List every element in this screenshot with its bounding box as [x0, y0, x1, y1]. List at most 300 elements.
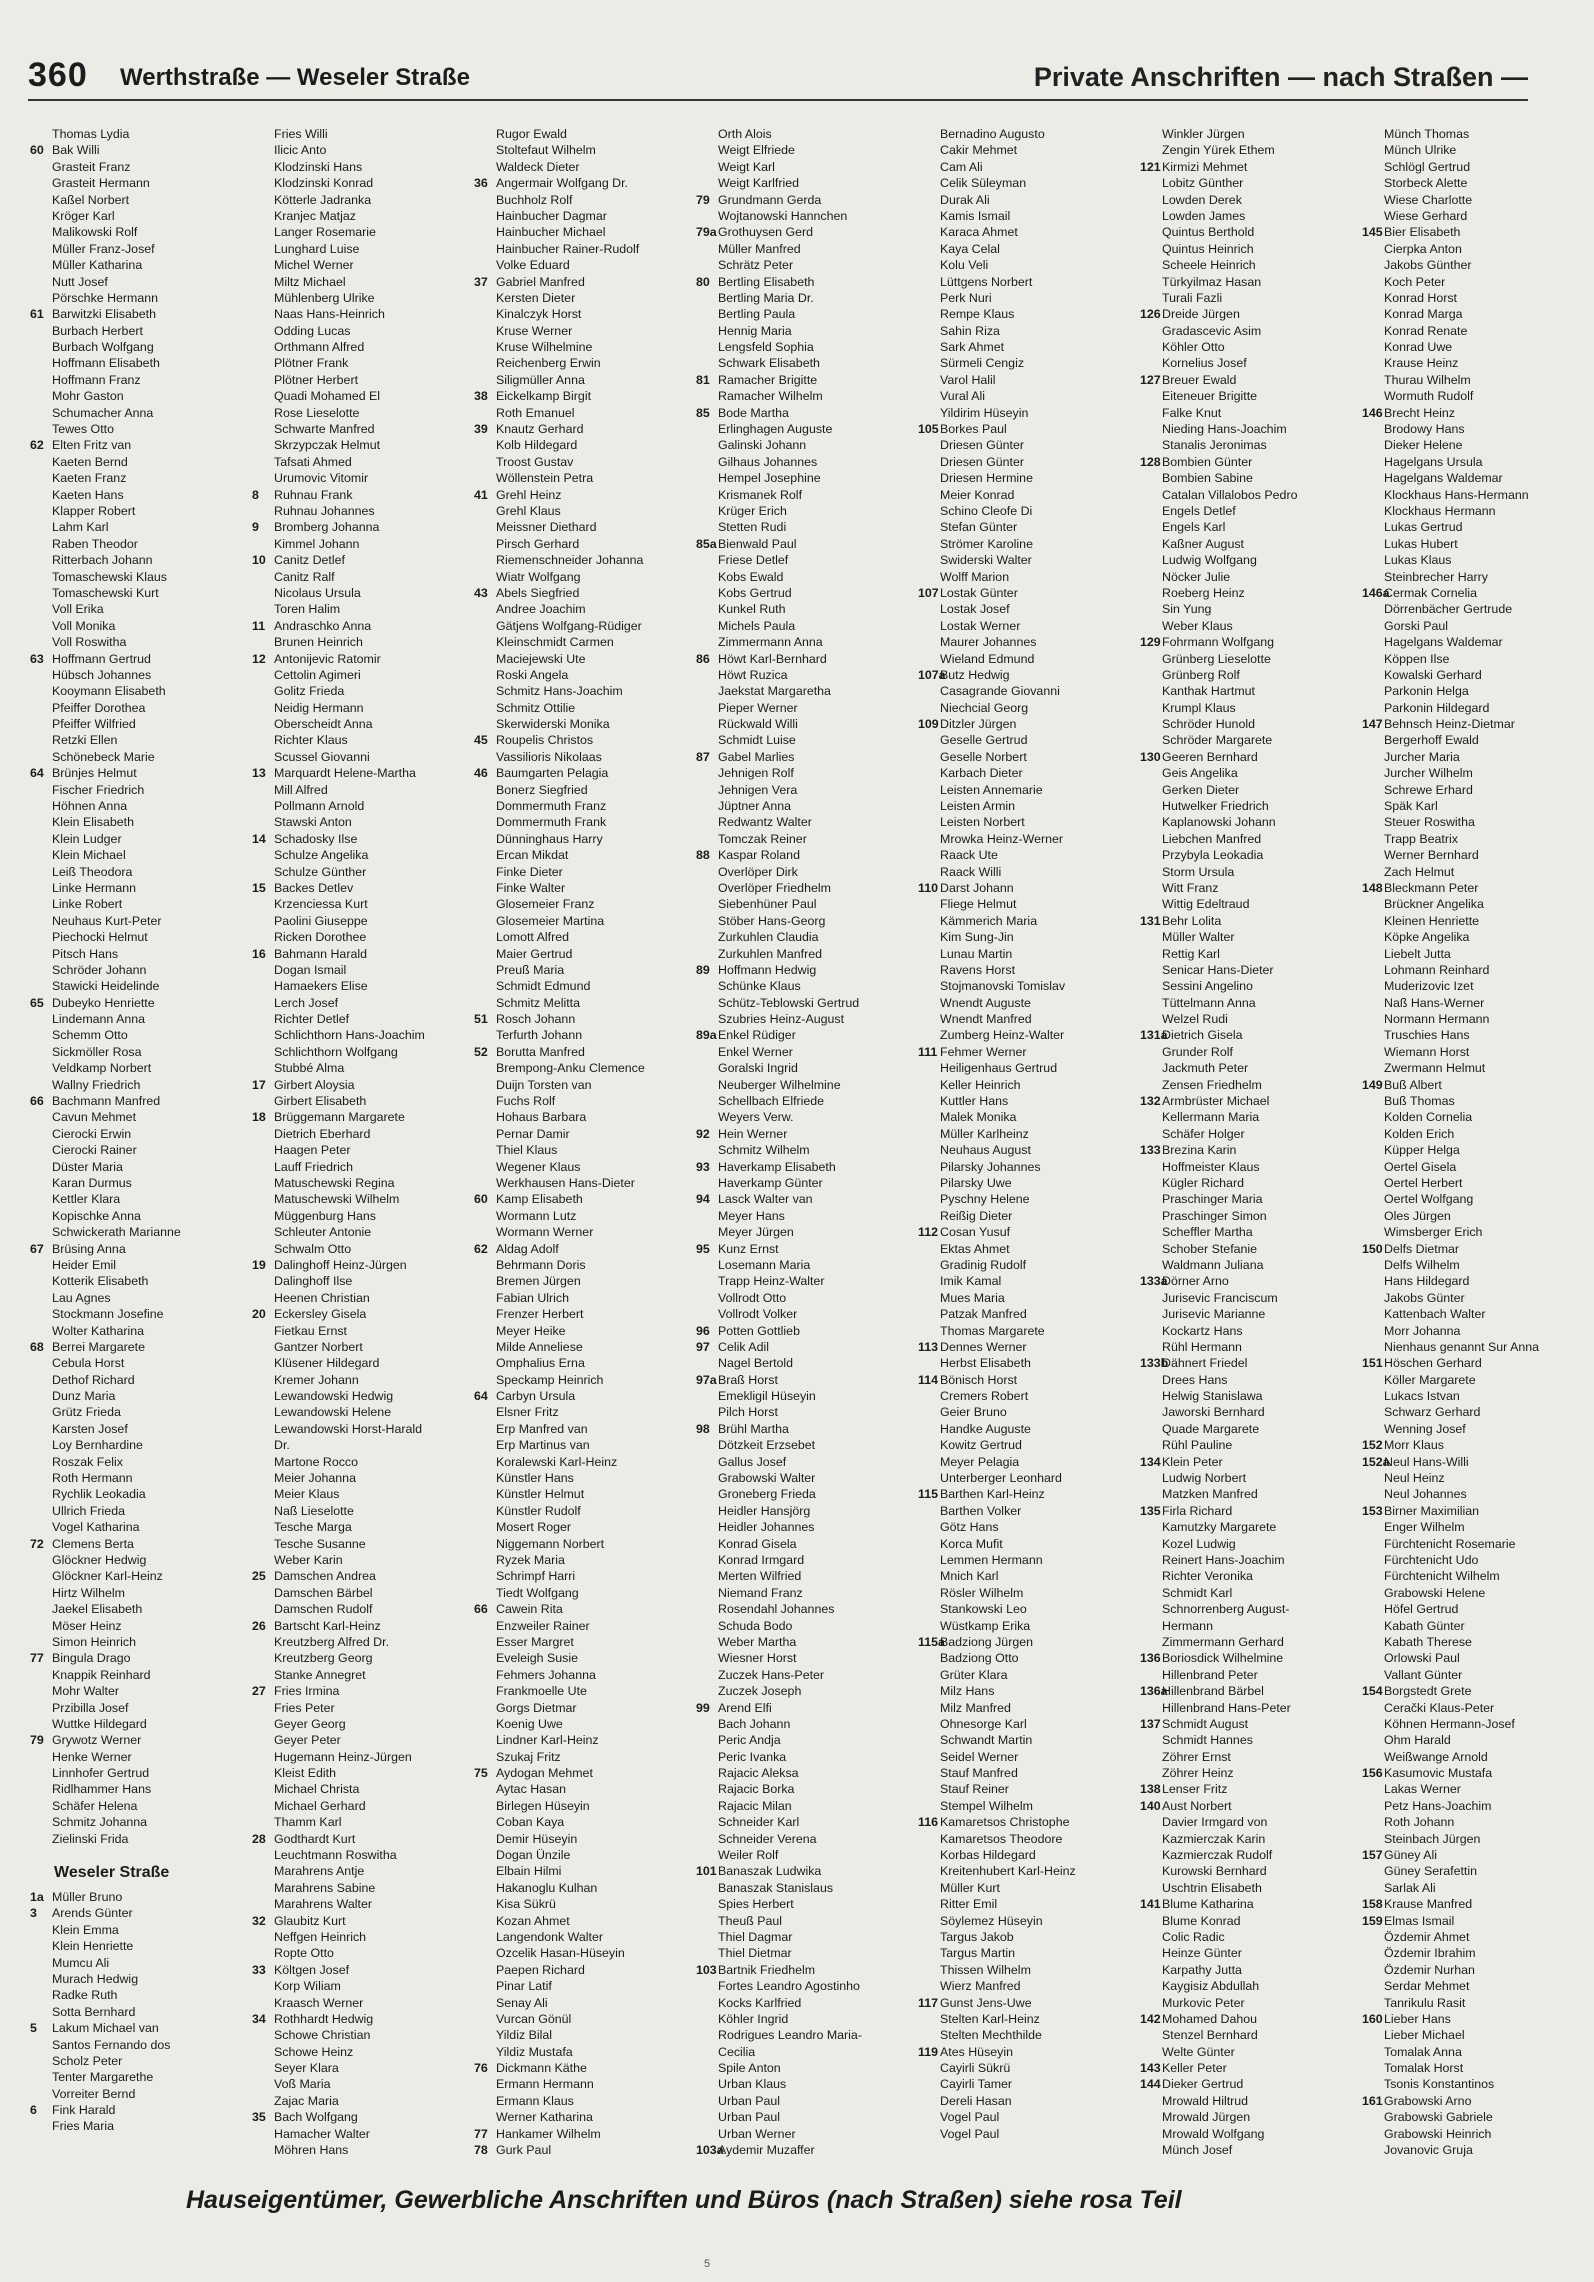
directory-entry — [696, 1339, 918, 1355]
resident-name: Grabowski Walter — [718, 1471, 816, 1486]
resident-name: Turali Fazli — [1162, 290, 1223, 305]
directory-entry — [252, 1929, 474, 1945]
directory-entry — [918, 1306, 1140, 1322]
resident-name: Raben Theodor — [52, 536, 138, 551]
directory-entry — [696, 470, 918, 486]
resident-name: Grunder Rolf — [1162, 1044, 1233, 1059]
resident-name: Klapper Robert — [52, 503, 136, 518]
resident-name: Cayirli Tamer — [940, 2077, 1013, 2092]
directory-entry — [252, 1388, 474, 1404]
resident-name: Stefan Günter — [940, 520, 1018, 535]
resident-name: Ropte Otto — [274, 1946, 334, 1961]
house-number: 76 — [474, 2061, 488, 2076]
resident-name: Tomaschewski Klaus — [52, 569, 167, 584]
directory-entry — [252, 355, 474, 371]
resident-name: Dommermuth Frank — [496, 815, 607, 830]
house-number: 65 — [30, 995, 44, 1010]
resident-name: Schrimpf Harri — [496, 1569, 576, 1584]
directory-entry — [30, 388, 252, 404]
directory-entry — [918, 2126, 1140, 2142]
directory-entry — [474, 470, 696, 486]
house-number: 19 — [252, 1257, 266, 1272]
house-number: 113 — [918, 1339, 938, 1354]
resident-name: Dunz Maria — [52, 1389, 116, 1404]
directory-entry — [1140, 814, 1362, 830]
resident-name: Kornelius Josef — [1162, 356, 1247, 371]
resident-name: Sotta Bernhard — [52, 2004, 136, 2019]
directory-entry — [696, 454, 918, 470]
resident-name: Catalan Villalobos Pedro — [1162, 487, 1298, 502]
resident-name: Eiteneuer Brigitte — [1162, 389, 1258, 404]
column-6 — [1140, 126, 1362, 2166]
directory-entry — [918, 962, 1140, 978]
directory-entry — [474, 1077, 696, 1093]
resident-name: Bienwald Paul — [718, 536, 797, 551]
house-number: 117 — [918, 1995, 938, 2010]
resident-name: Jurcher Maria — [1384, 749, 1460, 764]
directory-entry — [30, 2053, 252, 2069]
directory-entry — [474, 1486, 696, 1502]
directory-entry — [918, 224, 1140, 240]
resident-name: Fischer Friedrich — [52, 782, 145, 797]
resident-name: Münch Ulrike — [1384, 143, 1457, 158]
house-number: 109 — [918, 717, 939, 732]
directory-entry — [918, 1552, 1140, 1568]
directory-entry — [1362, 1700, 1572, 1716]
directory-entry — [1140, 142, 1362, 158]
directory-entry — [696, 2011, 918, 2027]
directory-entry — [1140, 1339, 1362, 1355]
directory-entry — [252, 192, 474, 208]
directory-entry — [696, 1208, 918, 1224]
resident-name: Kamaretsos Theodore — [940, 1831, 1063, 1846]
resident-name: Winkler Jürgen — [1162, 127, 1245, 141]
resident-name: Liebchen Manfred — [1162, 831, 1262, 846]
column-7 — [1362, 126, 1572, 2166]
directory-entry — [918, 585, 1140, 601]
directory-entry — [252, 1273, 474, 1289]
directory-entry — [696, 978, 918, 994]
resident-name: Lüttgens Norbert — [940, 274, 1033, 289]
directory-entry — [696, 1749, 918, 1765]
street-range-title: Werthstraße — Weseler Straße — [120, 64, 470, 91]
directory-entry — [252, 1126, 474, 1142]
directory-entry — [252, 1650, 474, 1666]
directory-entry — [252, 175, 474, 191]
resident-name: Truschies Hans — [1384, 1028, 1470, 1043]
directory-entry — [474, 552, 696, 568]
resident-name: Hagelgans Waldemar — [1384, 635, 1503, 650]
resident-name: Thiel Dietmar — [718, 1946, 792, 1961]
resident-name: Grundmann Gerda — [718, 192, 822, 207]
directory-entry — [1140, 929, 1362, 945]
resident-name: Dubeyko Henriette — [52, 995, 155, 1010]
resident-name: Tüttelmann Anna — [1162, 995, 1256, 1010]
resident-name: Ravens Horst — [940, 962, 1016, 977]
resident-name: Jaekel Elisabeth — [52, 1602, 143, 1617]
directory-entry — [30, 421, 252, 437]
resident-name: Pyschny Helene — [940, 1192, 1030, 1207]
directory-entry — [252, 2060, 474, 2076]
resident-name: Klein Elisabeth — [52, 815, 134, 830]
directory-entry — [474, 1880, 696, 1896]
house-number: 45 — [474, 733, 488, 748]
resident-name: Zöhrer Heinz — [1162, 1766, 1234, 1781]
resident-name: Schmidt Edmund — [496, 979, 591, 994]
directory-entry — [30, 1987, 252, 2003]
resident-name: Unterberger Leonhard — [940, 1471, 1062, 1486]
resident-name: Scheele Heinrich — [1162, 258, 1256, 273]
house-number: 136 — [1140, 1651, 1161, 1666]
directory-entry — [474, 765, 696, 781]
directory-entry — [1140, 1175, 1362, 1191]
resident-name: Nagel Bertold — [718, 1356, 794, 1371]
house-number: 27 — [252, 1684, 266, 1699]
resident-name: Schmidt Karl — [1162, 1585, 1233, 1600]
resident-name: Welte Günter — [1162, 2044, 1235, 2059]
directory-entry — [1362, 651, 1572, 667]
house-number: 67 — [30, 1241, 44, 1256]
directory-entry — [30, 1208, 252, 1224]
directory-entry — [918, 1667, 1140, 1683]
directory-entry — [252, 913, 474, 929]
directory-entry — [1362, 1536, 1572, 1552]
directory-entry — [30, 224, 252, 240]
resident-name: Cam Ali — [940, 159, 983, 174]
resident-name: Voß Maria — [274, 2077, 331, 2092]
directory-entry — [918, 1650, 1140, 1666]
house-number: 140 — [1140, 1798, 1161, 1813]
directory-entry — [474, 372, 696, 388]
directory-entry — [1362, 1749, 1572, 1765]
resident-name: Klein Michael — [52, 848, 126, 863]
directory-entry — [1140, 1552, 1362, 1568]
resident-name: Schulze Angelika — [274, 848, 369, 863]
directory-entry — [918, 257, 1140, 273]
directory-entry — [918, 2044, 1140, 2060]
resident-name: Goralski Ingrid — [718, 1061, 798, 1076]
resident-name: Hainbucher Dagmar — [496, 208, 607, 223]
directory-entry — [252, 208, 474, 224]
house-number: 64 — [474, 1389, 488, 1404]
directory-entry — [696, 896, 918, 912]
directory-entry — [918, 995, 1140, 1011]
directory-entry — [474, 1175, 696, 1191]
resident-name: Mohamed Dahou — [1162, 2011, 1258, 2026]
directory-entry — [918, 569, 1140, 585]
directory-entry — [696, 372, 918, 388]
directory-entry — [918, 1093, 1140, 1109]
resident-name: Muderizovic Izet — [1384, 979, 1474, 994]
resident-name: Stanke Annegret — [274, 1667, 366, 1682]
directory-entry — [696, 1896, 918, 1912]
resident-name: Backes Detlev — [274, 880, 354, 895]
resident-name: Klein Peter — [1162, 1454, 1223, 1469]
directory-entry — [30, 1241, 252, 1257]
directory-entry — [474, 1339, 696, 1355]
directory-entry — [30, 896, 252, 912]
resident-name: Bernadino Augusto — [940, 127, 1045, 141]
resident-name: Boriosdick Wilhelmine — [1162, 1651, 1284, 1666]
resident-name: Köppen Ilse — [1384, 651, 1450, 666]
directory-entry — [696, 634, 918, 650]
resident-name: Hainbucher Rainer-Rudolf — [496, 241, 640, 256]
resident-name: Sickmöller Rosa — [52, 1044, 142, 1059]
directory-entry — [918, 2011, 1140, 2027]
directory-entry — [1362, 2011, 1572, 2027]
house-number: 12 — [252, 651, 266, 666]
resident-name: Driesen Hermine — [940, 471, 1033, 486]
resident-name: Ryzek Maria — [496, 1552, 565, 1567]
directory-entry — [696, 1962, 918, 1978]
resident-name: Münch Thomas — [1384, 127, 1470, 141]
directory-entry — [1362, 1486, 1572, 1502]
resident-name: Neuhaus August — [940, 1143, 1031, 1158]
directory-entry — [30, 2020, 252, 2036]
directory-entry — [252, 1241, 474, 1257]
resident-name: Kisa Sükrü — [496, 1897, 556, 1912]
resident-name: Fehmers Johanna — [496, 1667, 596, 1682]
resident-name: Hagelgans Ursula — [1384, 454, 1483, 469]
resident-name: Schröder Margarete — [1162, 733, 1273, 748]
resident-name: Klein Henriette — [52, 1939, 134, 1954]
resident-name: Grünberg Lieselotte — [1162, 651, 1271, 666]
directory-entry — [30, 1027, 252, 1043]
directory-entry — [30, 1798, 252, 1814]
resident-name: Santos Fernando dos — [52, 2037, 171, 2052]
resident-name: Troost Gustav — [496, 454, 574, 469]
house-number: 111 — [918, 1044, 938, 1059]
resident-name: Tesche Marga — [274, 1520, 352, 1535]
resident-name: Konrad Renate — [1384, 323, 1468, 338]
directory-entry — [252, 470, 474, 486]
resident-name: Normann Hermann — [1384, 1012, 1490, 1027]
resident-name: Zajac Maria — [274, 2093, 339, 2108]
resident-name: Bach Wolfgang — [274, 2110, 358, 2125]
resident-name: Pörschke Hermann — [52, 290, 159, 305]
directory-entry — [30, 765, 252, 781]
directory-entry — [1140, 634, 1362, 650]
directory-entry — [1362, 1109, 1572, 1125]
directory-entry — [252, 1290, 474, 1306]
directory-entry — [252, 1568, 474, 1584]
directory-entry — [474, 1273, 696, 1289]
resident-name: Kreutzberg Georg — [274, 1651, 373, 1666]
directory-entry — [474, 569, 696, 585]
directory-entry — [918, 1798, 1140, 1814]
resident-name: Martone Rocco — [274, 1454, 359, 1469]
house-number: 13 — [252, 766, 266, 781]
directory-entry — [1362, 2126, 1572, 2142]
resident-name: Buß Thomas — [1384, 1094, 1455, 1109]
resident-name: Mühlenberg Ulrike — [274, 290, 375, 305]
resident-name: Stöber Hans-Georg — [718, 913, 826, 928]
directory-entry — [30, 1159, 252, 1175]
directory-entry — [918, 1175, 1140, 1191]
resident-name: Lau Agnes — [52, 1290, 111, 1305]
resident-name: Pilarsky Johannes — [940, 1159, 1041, 1174]
resident-name: Hein Werner — [718, 1126, 788, 1141]
directory-entry — [474, 323, 696, 339]
resident-name: Dötzkeit Erzsebet — [718, 1438, 816, 1453]
directory-entry — [30, 798, 252, 814]
directory-entry — [918, 1027, 1140, 1043]
directory-entry — [252, 1945, 474, 1961]
resident-name: Kremer Johann — [274, 1372, 359, 1387]
directory-entry — [696, 1372, 918, 1388]
resident-name: Michael Christa — [274, 1782, 360, 1797]
directory-entry — [474, 1355, 696, 1371]
directory-entry — [696, 1388, 918, 1404]
resident-name: Leisten Annemarie — [940, 782, 1043, 797]
resident-name: Volke Eduard — [496, 258, 570, 273]
directory-entry — [474, 585, 696, 601]
directory-entry — [918, 1601, 1140, 1617]
directory-entry — [1362, 1716, 1572, 1732]
directory-entry — [1362, 126, 1572, 142]
directory-entry — [918, 831, 1140, 847]
directory-entry — [252, 257, 474, 273]
directory-entry — [696, 1159, 918, 1175]
resident-name: Konrad Uwe — [1384, 340, 1453, 355]
resident-name: Schmidt Hannes — [1162, 1733, 1253, 1748]
resident-name: Stauf Reiner — [940, 1782, 1009, 1797]
resident-name: Geis Angelika — [1162, 766, 1238, 781]
house-number: 28 — [252, 1831, 266, 1846]
directory-entry — [30, 929, 252, 945]
directory-entry — [696, 864, 918, 880]
resident-name: Bachmann Manfred — [52, 1094, 161, 1109]
resident-name: Andraschko Anna — [274, 618, 372, 633]
house-number: 146 — [1362, 405, 1383, 420]
directory-entry — [918, 274, 1140, 290]
directory-entry — [252, 2044, 474, 2060]
directory-entry — [918, 1224, 1140, 1240]
resident-name: Elbain Hilmi — [496, 1864, 562, 1879]
directory-entry — [252, 2109, 474, 2125]
directory-entry — [918, 1781, 1140, 1797]
resident-name: Liebelt Jutta — [1384, 946, 1451, 961]
directory-entry — [252, 1404, 474, 1420]
resident-name: Lenser Fritz — [1162, 1782, 1228, 1797]
resident-name: Vogel Katharina — [52, 1520, 140, 1535]
resident-name: Strömer Karoline — [940, 536, 1033, 551]
resident-name: Rajacic Milan — [718, 1798, 792, 1813]
directory-entry — [30, 1650, 252, 1666]
directory-entry — [1140, 1421, 1362, 1437]
directory-entry — [1140, 126, 1362, 142]
directory-entry — [252, 667, 474, 683]
house-number: 93 — [696, 1159, 710, 1174]
resident-name: Marquardt Helene-Martha — [274, 766, 416, 781]
house-number: 130 — [1140, 749, 1161, 764]
directory-entry — [30, 683, 252, 699]
resident-name: Targus Jakob — [940, 1929, 1014, 1944]
resident-name: Grasteit Franz — [52, 159, 131, 174]
resident-name: Dörner Arno — [1162, 1274, 1229, 1289]
directory-entry — [252, 1814, 474, 1830]
resident-name: Cettolin Agimeri — [274, 667, 361, 682]
resident-name: Thiel Dagmar — [718, 1929, 793, 1944]
directory-entry — [918, 1978, 1140, 1994]
resident-name: Kolden Cornelia — [1384, 1110, 1473, 1125]
resident-name: Oles Jürgen — [1384, 1208, 1451, 1223]
directory-entry — [696, 437, 918, 453]
resident-name: Karaca Ahmet — [940, 225, 1018, 240]
resident-name: Dalinghoff Heinz-Jürgen — [274, 1257, 407, 1272]
directory-entry — [252, 1995, 474, 2011]
resident-name: Imik Kamal — [940, 1274, 1002, 1289]
directory-entry — [696, 1519, 918, 1535]
directory-entry — [30, 1257, 252, 1273]
resident-name: Urban Werner — [718, 2126, 796, 2141]
directory-entry — [30, 1372, 252, 1388]
resident-name: Lunghard Luise — [274, 241, 360, 256]
directory-entry — [30, 1142, 252, 1158]
directory-entry — [918, 700, 1140, 716]
resident-name: Thurau Wilhelm — [1384, 372, 1471, 387]
resident-name: Lieber Hans — [1384, 2011, 1451, 2026]
directory-entry — [1140, 618, 1362, 634]
directory-entry — [474, 487, 696, 503]
resident-name: Kotterik Elisabeth — [52, 1274, 149, 1289]
directory-entry — [696, 798, 918, 814]
house-number: 60 — [474, 1192, 488, 1207]
directory-entry — [252, 1552, 474, 1568]
directory-entry — [252, 1601, 474, 1617]
resident-name: Gurk Paul — [496, 2143, 552, 2158]
resident-name: Weber Klaus — [1162, 618, 1233, 633]
resident-name: Lauff Friedrich — [274, 1159, 353, 1174]
resident-name: Hübsch Johannes — [52, 667, 152, 682]
directory-entry — [30, 2102, 252, 2118]
directory-entry — [252, 1880, 474, 1896]
resident-name: Bombien Sabine — [1162, 471, 1253, 486]
directory-entry — [918, 175, 1140, 191]
resident-name: Cremers Robert — [940, 1389, 1029, 1404]
resident-name: Hoffmann Franz — [52, 372, 141, 387]
resident-name: Oberscheidt Anna — [274, 717, 373, 732]
directory-entry — [918, 1142, 1140, 1158]
resident-name: Korp Wiliam — [274, 1979, 341, 1994]
resident-name: Abels Siegfried — [496, 585, 580, 600]
directory-entry — [1362, 1618, 1572, 1634]
directory-entry — [696, 1667, 918, 1683]
directory-entry — [30, 1814, 252, 1830]
directory-entry — [252, 814, 474, 830]
directory-entry — [1362, 1847, 1572, 1863]
house-number: 80 — [696, 274, 710, 289]
directory-entry — [918, 1077, 1140, 1093]
directory-entry — [474, 929, 696, 945]
directory-entry — [918, 716, 1140, 732]
resident-name: Kimmel Johann — [274, 536, 360, 551]
resident-name: Kunkel Ruth — [718, 602, 786, 617]
directory-entry — [696, 1814, 918, 1830]
resident-name: Elsner Fritz — [496, 1405, 559, 1420]
resident-name: Knautz Gerhard — [496, 422, 584, 437]
directory-entry — [918, 1519, 1140, 1535]
resident-name: Steinbrecher Harry — [1384, 569, 1488, 584]
directory-entry — [30, 552, 252, 568]
directory-entry — [252, 1323, 474, 1339]
resident-name: Pilch Horst — [718, 1405, 778, 1420]
directory-entry — [696, 716, 918, 732]
directory-entry — [474, 1044, 696, 1060]
directory-entry — [474, 2044, 696, 2060]
directory-entry — [696, 388, 918, 404]
directory-entry — [1362, 732, 1572, 748]
